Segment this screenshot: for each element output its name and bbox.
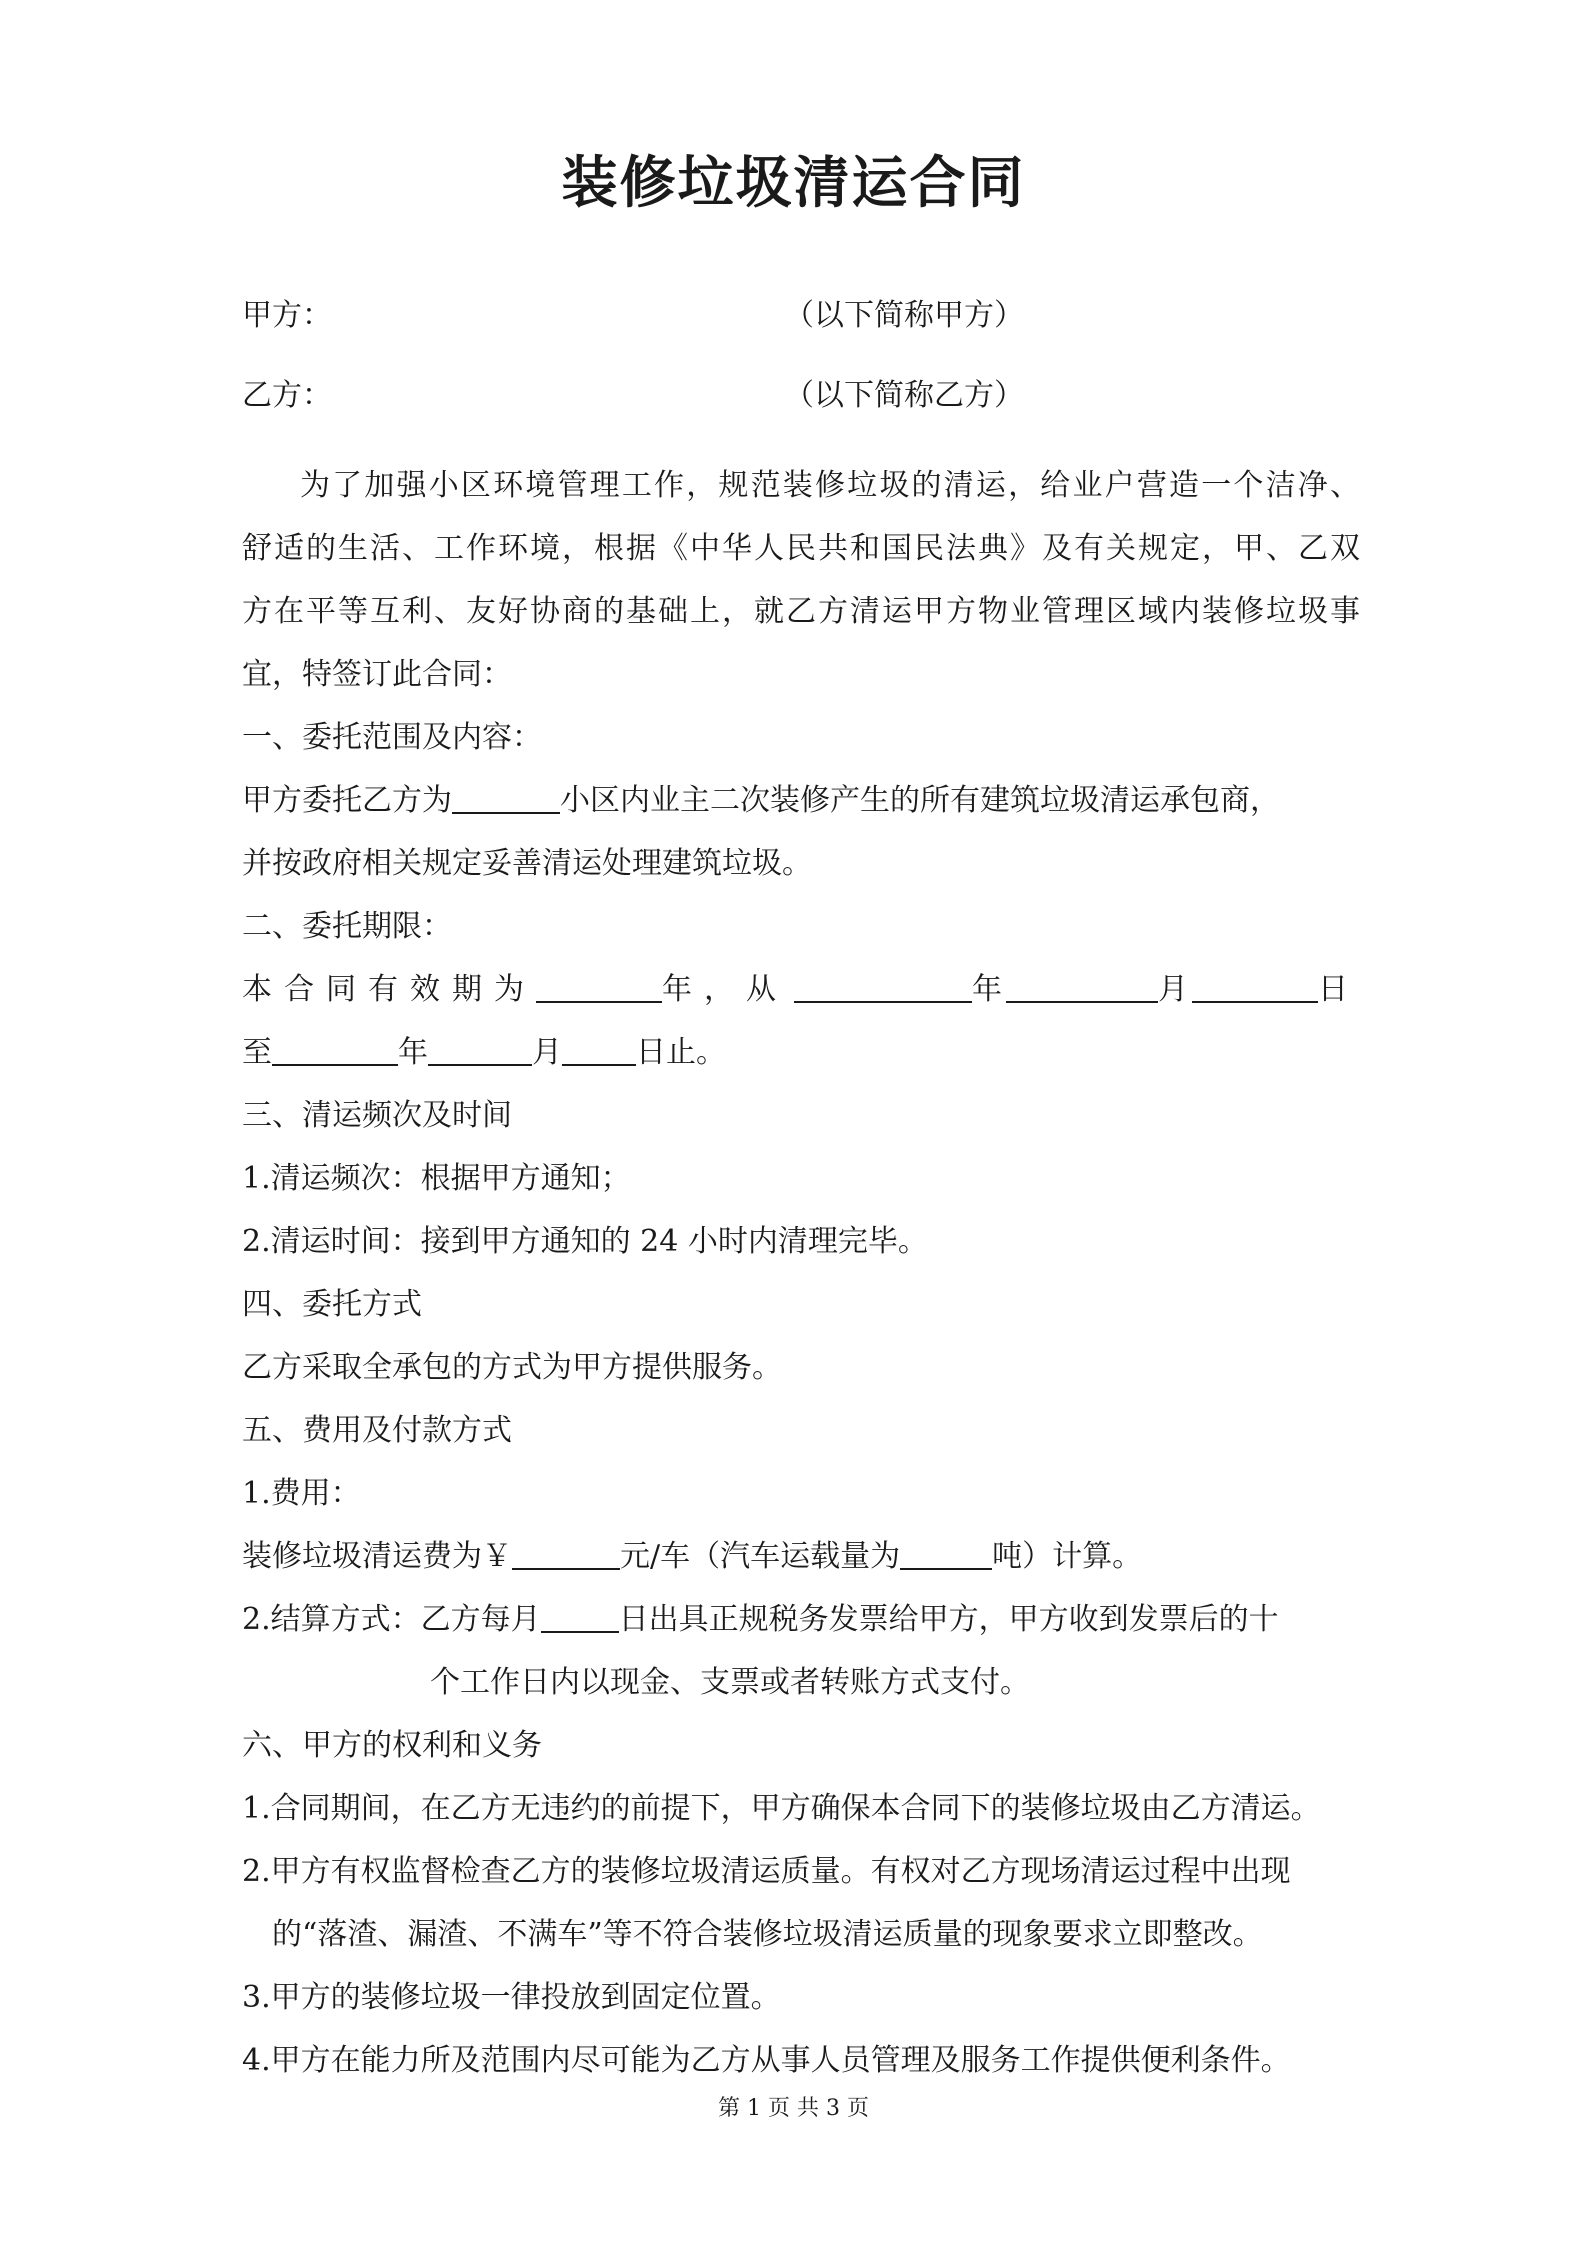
settlement-line-2: 个工作日内以现金、支票或者转账方式支付。 (430, 1665, 1030, 1700)
term-text-2: 年，从 (662, 972, 788, 1007)
page-number-footer: 第 1 页 共 3 页 (718, 2096, 869, 2121)
end-day-blank (562, 1034, 636, 1066)
section-6-item-1: 1.合同期间，在乙方无违约的前提下，甲方确保本合同下的装修垃圾由乙方清运。 (242, 1791, 1321, 1826)
section-4-text: 乙方采取全承包的方式为甲方提供服务。 (242, 1350, 782, 1385)
term-text-8: 月 (532, 1035, 562, 1070)
section-1-heading: 一、委托范围及内容： (242, 720, 542, 755)
fee-line (242, 1537, 1360, 1577)
section-6-item-2-line-1: 2.甲方有权监督检查乙方的装修垃圾清运质量。有权对乙方现场清运过程中出现 (242, 1854, 1291, 1889)
term-text-7: 年 (398, 1035, 428, 1070)
term-line-2 (242, 1033, 1360, 1073)
fee-text-2: 元/车（汽车运载量为 (620, 1539, 901, 1574)
section-6-item-4: 4.甲方在能力所及范围内尽可能为乙方从事人员管理及服务工作提供便利条件。 (242, 2043, 1291, 2078)
fee-amount-blank (512, 1538, 620, 1570)
section-3-item-2: 2.清运时间：接到甲方通知的 24 小时内清理完毕。 (242, 1224, 928, 1259)
party-a-label: 甲方： (242, 298, 332, 333)
section-4-heading: 四、委托方式 (242, 1287, 422, 1322)
section-1-line-2: 并按政府相关规定妥善清运处理建筑垃圾。 (242, 846, 812, 881)
intro-line-4: 宜，特签订此合同： (242, 657, 512, 692)
section-6-heading: 六、甲方的权利和义务 (242, 1728, 542, 1763)
term-text-3: 年 (972, 972, 1002, 1007)
section-5-heading: 五、费用及付款方式 (242, 1413, 512, 1448)
community-name-blank (452, 782, 560, 814)
fee-text-3: 吨）计算。 (992, 1539, 1143, 1574)
intro-line-3: 方在平等互利、友好协商的基础上，就乙方清运甲方物业管理区域内装修垃圾事 (242, 594, 1360, 629)
settlement-line-1 (242, 1600, 1360, 1640)
start-year-blank (794, 971, 972, 1003)
end-year-blank (272, 1034, 398, 1066)
section-1-line-1 (242, 781, 1360, 821)
settlement-text-2: 日出具正规税务发票给甲方，甲方收到发票后的十 (618, 1602, 1279, 1637)
s1-text-b: 小区内业主二次装修产生的所有建筑垃圾清运承包商， (560, 783, 1280, 818)
term-text-9: 日止。 (636, 1035, 726, 1070)
term-text-5: 日 (1318, 972, 1348, 1007)
fee-text-1: 装修垃圾清运费为￥ (242, 1539, 512, 1574)
term-text-1: 本合同有效期为 (242, 972, 536, 1007)
s1-text-a: 甲方委托乙方为 (242, 783, 452, 818)
intro-line-1: 为了加强小区环境管理工作，规范装修垃圾的清运，给业户营造一个洁净、 (300, 468, 1360, 503)
section-6-item-3: 3.甲方的装修垃圾一律投放到固定位置。 (242, 1980, 781, 2015)
section-2-heading: 二、委托期限： (242, 909, 452, 944)
section-5-item-1: 1.费用： (242, 1476, 361, 1511)
section-3-heading: 三、清运频次及时间 (242, 1098, 512, 1133)
settlement-day-blank (541, 1601, 619, 1633)
party-a-note: （以下简称甲方） (784, 298, 1024, 333)
term-years-blank (536, 971, 662, 1003)
start-day-blank (1192, 971, 1318, 1003)
section-6-item-2-line-2: 的“落渣、漏渣、不满车”等不符合装修垃圾清运质量的现象要求立即整改。 (272, 1917, 1263, 1952)
end-month-blank (428, 1034, 532, 1066)
document-title: 装修垃圾清运合同 (561, 150, 1026, 216)
party-b-label: 乙方： (242, 378, 332, 413)
term-line-1 (242, 970, 1360, 1010)
party-b-note: （以下简称乙方） (784, 378, 1024, 413)
truck-load-blank (900, 1538, 992, 1570)
settlement-text-1: 2.结算方式：乙方每月 (242, 1602, 541, 1637)
section-3-item-1: 1.清运频次：根据甲方通知； (242, 1161, 631, 1196)
intro-line-2: 舒适的生活、工作环境，根据《中华人民共和国民法典》及有关规定，甲、乙双 (242, 531, 1360, 566)
term-text-4: 月 (1158, 972, 1188, 1007)
term-text-6: 至 (242, 1035, 272, 1070)
start-month-blank (1006, 971, 1158, 1003)
